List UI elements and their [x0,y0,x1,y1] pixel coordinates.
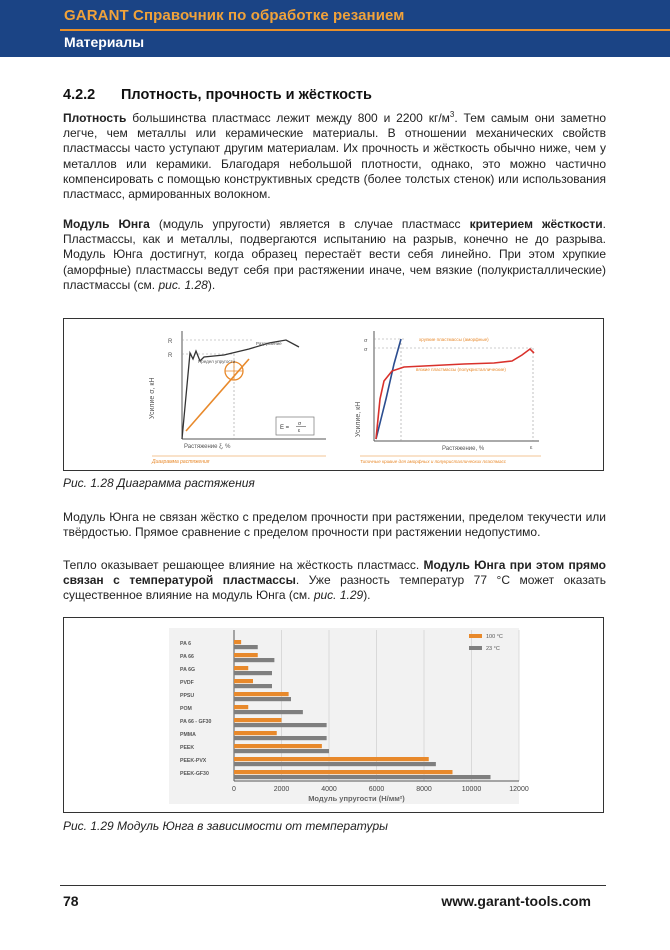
section-heading [63,87,372,103]
x-tick-label: 6000 [368,786,385,793]
legend-label: 23 °C [486,646,500,652]
left-formula-e: E = [280,425,290,431]
superscript: 3 [449,110,455,119]
left-r2-label: R [168,353,173,359]
section-number: 4.2.2 [63,87,96,103]
category-label: POM [180,706,192,712]
bar-room [234,697,291,701]
right-brittle-label: хрупкие пластмассы (аморфные) [419,337,489,342]
legend-swatch [469,646,482,650]
bar-room [234,658,274,662]
paragraph-young-modulus [63,217,606,293]
category-label: PA 66 - GF30 [180,719,212,725]
right-stress-strain-chart [355,331,539,464]
right-xlabel: Растяжение, % [442,446,485,452]
x-tick-label: 12000 [509,786,529,793]
left-modulus-line [186,359,249,431]
right-footer: Типичные кривые для аморфных и полукристаллических пластмасс [360,459,507,464]
term-young-modulus: Модуль Юнга [63,217,150,231]
header-title: GARANT Справочник по обработке резанием [64,7,405,24]
footer-divider [60,885,606,886]
paragraph-text: ). [363,588,371,603]
footer-website-link[interactable]: www.garant-tools.com [441,893,591,909]
bar-hot [234,731,277,735]
paragraph-text: большинства пластмасс лежит между 800 и 2200 кг/м [126,111,450,125]
category-label: PA 6G [180,667,195,673]
left-r1-label: R [168,339,173,345]
paragraph-text: ). [207,277,216,292]
bar-hot [234,757,429,761]
left-xlabel: Растяжение ξ, % [184,444,231,450]
category-label: PA 6 [180,641,191,647]
category-label: PMMA [180,732,196,738]
figure-young-modulus-chart [63,617,604,813]
header-divider [60,29,670,31]
paragraph-text: . Пластмассы, как и металлы, подвергаются испытанию на разрыв, конечно не до разрыва. Модуль Юнга достигнут, когда образец перестаёт вести себя линейно. При этом хрупкие (аморфные) пластмассы ведут себя при растяжении иначе, чем вязкие (полукристаллические) пластмассы (см. [63,217,607,292]
page-number: 78 [63,893,79,909]
bar-room [234,749,329,753]
left-ylabel: Усилие σ, кН [149,377,156,419]
x-tick-label: 4000 [321,786,337,793]
bar-room [234,775,491,779]
tensile-diagram-svg [64,319,603,470]
right-ductile-label: вязкие пластмассы (полукристаллические) [416,367,506,372]
x-axis-label: Модуль упругости (Н/мм²) [308,794,405,803]
category-label: PEEK [180,745,195,751]
bar-hot [234,770,453,774]
bar-room [234,684,272,688]
left-formula-top: σ [298,421,302,427]
bar-room [234,762,436,766]
legend-label: 100 °C [486,634,503,640]
bar-hot [234,653,258,657]
term-density: Плотность [63,111,127,125]
right-ylabel: Усилие, кН [355,401,362,437]
x-tick-label: 2000 [273,786,290,793]
figure-reference: рис. 1.28 [158,277,208,292]
left-yield-label: Предел упругости [198,359,236,364]
bar-hot [234,679,253,683]
bar-room [234,710,303,714]
paragraph-text: . Тем самым они заметно легче, чем металлы или керамические материалы. В отношении механических свойств пластмассы часто уступают другим материалам. Их прочность и жёсткость обычно ниже, чем у металлов или керамики. Благодаря небольшой плотности, однако, это можно частично компенсировать с помощью конструктивных средств (более толстых стенок) или использования пластмасс, армированных волокном. [63,111,606,202]
bar-hot [234,692,289,696]
bar-room [234,723,327,727]
paragraph-text: Тепло оказывает решающее влияние на жёсткость пластмасс. [63,558,424,572]
paragraph-text: . Уже разность температур 77 °C может оказать существенное влияние на модуль Юнга (см. [63,573,606,603]
left-stress-strain-chart [149,331,326,465]
right-eps: ε [530,445,533,451]
term-temperature-link: Модуль Юнга при этом прямо связан с температурой пластмассы [63,558,606,588]
category-label: PPSU [180,693,195,699]
right-brittle-curve [376,339,401,439]
bar-room [234,736,327,740]
category-label: PVDF [180,680,194,686]
figure-tensile-diagram [63,318,604,471]
paragraph-temperature [63,558,606,604]
category-label: PA 66 [180,654,194,660]
left-footer: Диаграмма растяжения [152,459,210,465]
x-tick-label: 0 [232,786,236,793]
paragraph-density [63,107,606,202]
bar-hot [234,640,241,644]
header-subtitle: Материалы [64,34,145,50]
x-tick-label: 8000 [416,786,432,793]
section-title: Плотность, прочность и жёсткость [121,87,372,103]
category-label: PEEK-PVX [180,758,207,764]
figure2-caption: Рис. 1.29 Модуль Юнга в зависимости от температуры [63,819,389,833]
paragraph-no-rigid-link: Модуль Юнга не связан жёстко с пределом прочности при растяжении, пределом текучести или твёрдостью. Прямое сравнение с пределом прочности при растяжении недопустимо. [63,510,606,540]
right-sigma1: σ [364,338,368,344]
bar-hot [234,744,322,748]
young-modulus-bar-chart [64,618,603,812]
right-ductile-curve [376,349,534,439]
left-break-label: Разрушение [256,341,282,346]
right-sigma2: σ [364,347,368,353]
left-formula-bottom: ε [298,428,301,434]
bar-room [234,645,258,649]
legend-swatch [469,634,482,638]
paragraph-text: (модуль упругости) является в случае пластмасс [149,217,470,231]
term-stiffness-criterion: критерием жёсткости [469,217,603,231]
bar-hot [234,718,282,722]
bar-hot [234,705,248,709]
bar-room [234,671,272,675]
figure1-caption: Рис. 1.28 Диаграмма растяжения [63,476,255,490]
category-label: PEEK-GF30 [180,771,209,777]
bar-hot [234,666,248,670]
x-tick-label: 10000 [461,786,482,793]
figure-reference: рис. 1.29 [313,588,364,603]
